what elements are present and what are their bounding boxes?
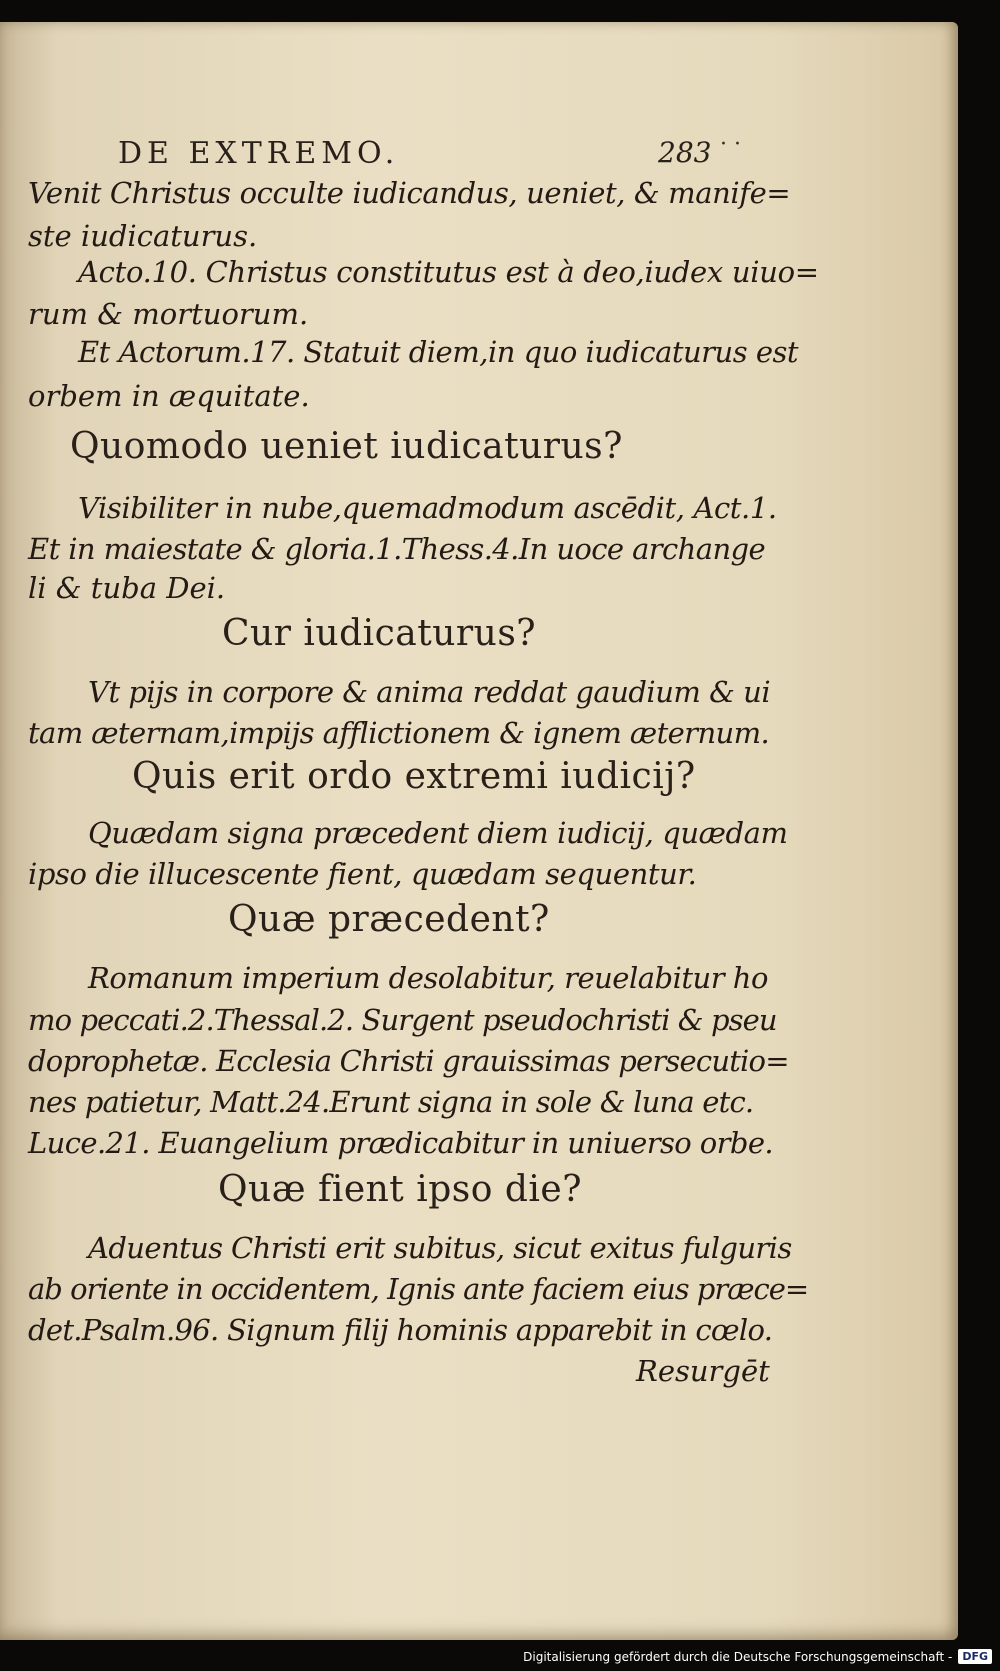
text-line: mo peccati.2.Thessal.2. Surgent pseudochristi & pseu [28, 1003, 777, 1037]
text-line: Acto.10. Christus constitutus est à deo,iudex uiuo= [78, 255, 819, 289]
question-heading: Cur iudicaturus? [222, 613, 537, 654]
text-line: ab oriente in occidentem, Ignis ante faciem eius præce= [28, 1272, 809, 1306]
text-line: Romanum imperium desolabitur, reuelabitur ho [88, 961, 768, 995]
text-line: orbem in æquitate. [28, 379, 310, 413]
running-title: DE EXTREMO. [118, 136, 400, 171]
text-line: Et in maiestate & gloria.1.Thess.4.In uoce archange [28, 532, 766, 566]
text-line: doprophetæ. Ecclesia Christi grauissimas persecutio= [28, 1044, 789, 1078]
text-line: Aduentus Christi erit subitus, sicut exitus fulguris [88, 1231, 792, 1265]
text-line: ste iudicaturus. [28, 219, 258, 253]
text-line: tam æternam,impijs afflictionem & ignem æternum. [28, 716, 770, 750]
text-line: det.Psalm.96. Signum filij hominis apparebit in cœlo. [28, 1313, 773, 1347]
text-line: nes patietur, Matt.24.Erunt signa in sole & luna etc. [28, 1085, 754, 1119]
catchword: Resurgēt [636, 1354, 770, 1388]
text-line: Vt pijs in corpore & anima reddat gaudium & ui [88, 675, 771, 709]
text-line: ipso die illucescente fient, quædam sequentur. [28, 857, 697, 891]
funding-notice: Digitalisierung gefördert durch die Deutsche Forschungsgemeinschaft - [523, 1649, 953, 1664]
question-heading: Quæ præcedent? [228, 899, 550, 940]
question-heading: Quomodo ueniet iudicaturus? [70, 426, 623, 467]
text-line: rum & mortuorum. [28, 297, 309, 331]
book-page [0, 22, 958, 1640]
header-marks: · · [720, 132, 741, 157]
page-number: 283 [658, 136, 712, 169]
text-line: Venit Christus occulte iudicandus, ueniet, & manife= [28, 176, 791, 210]
question-heading: Quæ fient ipso die? [218, 1169, 583, 1210]
digitization-footer [0, 1642, 1000, 1671]
text-line: Quædam signa præcedent diem iudicij, quædam [88, 816, 788, 850]
text-line: Et Actorum.17. Statuit diem,in quo iudicaturus est [78, 335, 799, 369]
dfg-logo: DFG [958, 1649, 992, 1664]
text-line: Visibiliter in nube,quemadmodum ascēdit, Act.1. [78, 491, 777, 525]
text-line: Luce.21. Euangelium prædicabitur in uniuerso orbe. [28, 1126, 774, 1160]
question-heading: Quis erit ordo extremi iudicij? [132, 756, 696, 797]
text-line: li & tuba Dei. [28, 571, 226, 605]
